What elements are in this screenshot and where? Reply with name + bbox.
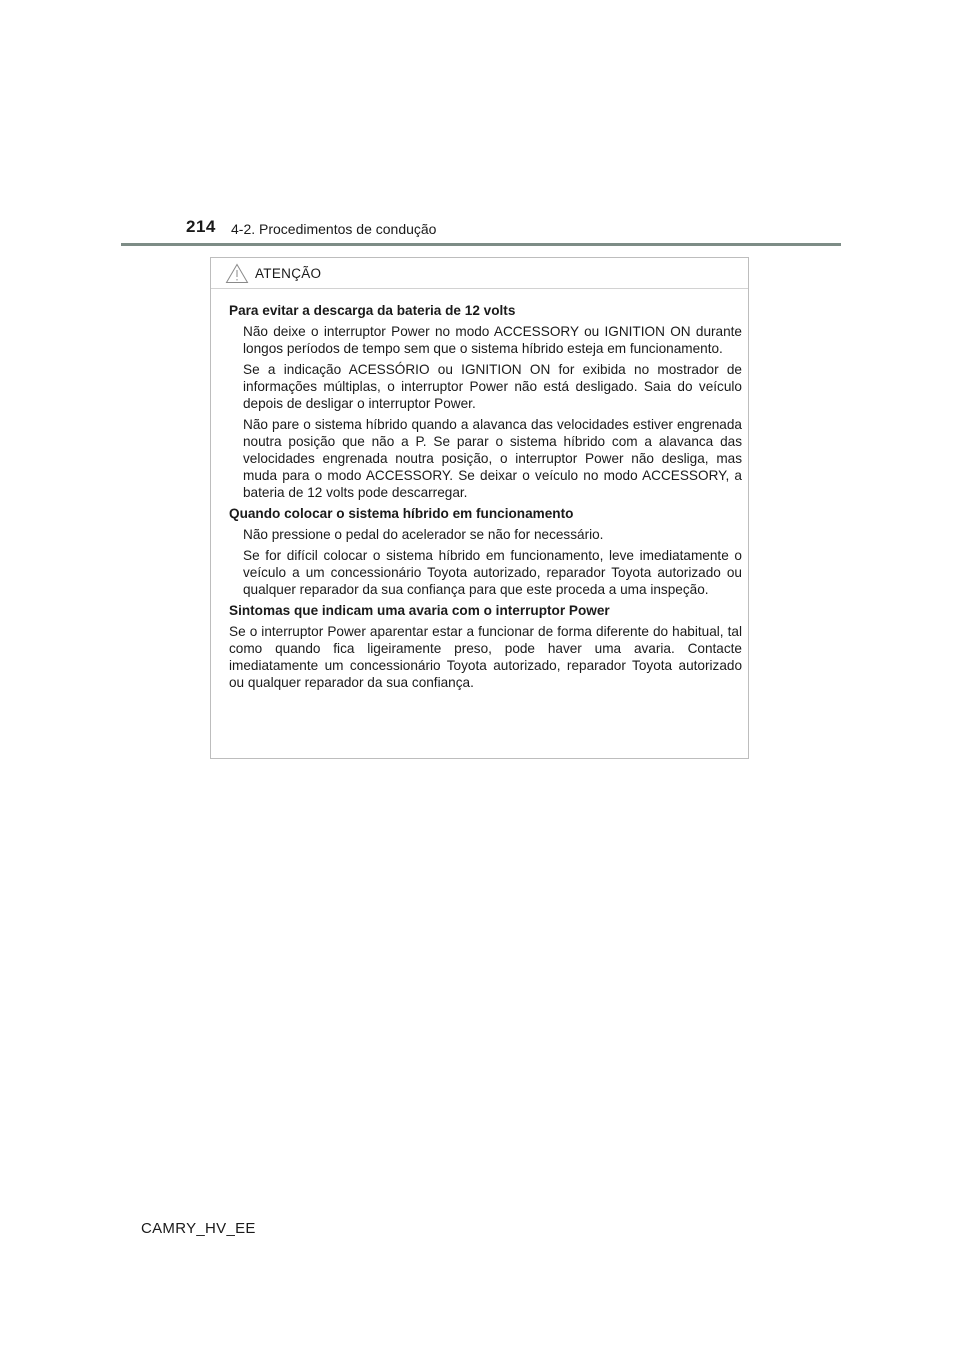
warning-triangle-icon [225, 263, 249, 284]
footer-code: CAMRY_HV_EE [141, 1220, 256, 1237]
paragraph: Se a indicação ACESSÓRIO ou IGNITION ON for exibida no mostrador de informações múltiplas, o interruptor Power não está desligado. Saia do veículo depois de desligar o interruptor Power. [243, 362, 742, 411]
page-number: 214 [186, 217, 216, 236]
warning-title: ATENÇÃO [255, 266, 322, 281]
paragraph: Se o interruptor Power aparentar estar a funcionar de forma diferente do habitual, tal como quando fica ligeiramente preso, pode haver uma avaria. Contacte imediatamente um concessionário Toyota autorizado, reparador Toyota autorizado ou qualquer reparador da sua confiança. [229, 624, 742, 690]
paragraph: Não deixe o interruptor Power no modo ACCESSORY ou IGNITION ON durante longos períodos de tempo sem que o sistema híbrido esteja em funcionamento. [243, 324, 742, 356]
section-heading: Para evitar a descarga da bateria de 12 volts [229, 303, 516, 318]
section-title: 4-2. Procedimentos de condução [231, 221, 437, 237]
paragraph: Não pressione o pedal do acelerador se não for necessário. [243, 527, 604, 542]
section-heading: Sintomas que indicam uma avaria com o interruptor Power [229, 603, 610, 618]
paragraph: Se for difícil colocar o sistema híbrido em funcionamento, leve imediatamente o veículo a um concessionário Toyota autorizado, reparador Toyota autorizado ou qualquer reparador da sua confiança para que este proceda a uma inspeção. [243, 548, 742, 597]
warning-header [211, 258, 748, 289]
warning-body [211, 289, 748, 691]
header-rule [121, 243, 841, 246]
section-heading: Quando colocar o sistema híbrido em funcionamento [229, 506, 574, 521]
warning-box [210, 257, 749, 759]
paragraph: Não pare o sistema híbrido quando a alavanca das velocidades estiver engrenada noutra posição que não a P. Se parar o sistema híbrido com a alavanca das velocidades engrenada noutra posição, o interruptor Power não desliga, mas muda para o modo ACCESSORY. Se deixar o veículo no modo ACCESSORY, a bateria de 12 volts pode descarregar. [243, 417, 742, 500]
